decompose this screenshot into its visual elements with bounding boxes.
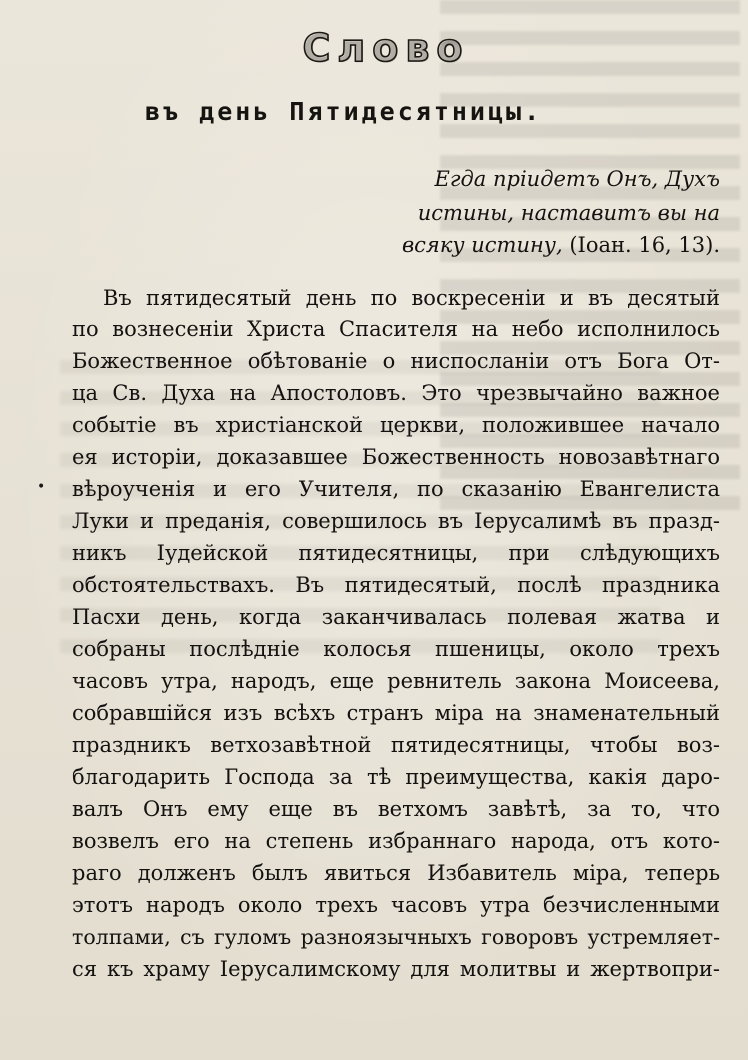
body-line: этотъ народъ около трехъ часовъ утра безчисленными (72, 893, 720, 917)
body-line: Въ пятидесятый день по воскресеніи и въ десятый (103, 286, 720, 310)
body-line: событіе въ христіанской церкви, положившее начало (72, 413, 720, 437)
body-line: обстоятельствахъ. Въ пятидесятый, послѣ праздника (72, 573, 720, 597)
body-line: собравшійся изъ всѣхъ странъ міра на знаменательный (72, 701, 720, 725)
body-line: собраны послѣдніе колосья пшеницы, около трехъ (72, 637, 720, 661)
body-line: раго долженъ былъ явиться Избавитель міра, теперь (72, 861, 720, 885)
page-title: Слово (302, 26, 470, 70)
body-line: возвелъ его на степень избраннаго народа, отъ кото- (72, 829, 720, 853)
body-line: ея исторіи, доказавшее Божественность новозавѣтнаго (72, 445, 720, 469)
body-line: Луки и преданія, совершилось въ Іерусалимѣ въ празд- (72, 509, 720, 533)
body-line: ся къ храму Іерусалимскому для молитвы и жертвопри- (72, 957, 720, 981)
margin-mark: • (37, 479, 46, 495)
body-line: часовъ утра, народъ, еще ревнитель закона Моисеева, (72, 669, 720, 693)
epigraph-line-1: Егда пріидетъ Онъ, Духъ (434, 167, 720, 191)
epigraph-line-3-text: всяку истину, (401, 233, 563, 257)
body-line: валъ Онъ ему еще въ ветхомъ завѣтѣ, за то, что (72, 797, 720, 821)
epigraph-line-2: истины, наставитъ вы на (417, 201, 720, 225)
body-line: по вознесеніи Христа Спасителя на небо исполнилось (72, 317, 720, 341)
body-line: толпами, съ гуломъ разноязычныхъ говоровъ устремляет- (72, 925, 720, 949)
body-line: Пасхи день, когда заканчивалась полевая жатва и (72, 605, 720, 629)
body-line: вѣроученія и его Учителя, по сказанію Евангелиста (72, 477, 720, 501)
page-subtitle: въ день Пятидесятницы. (145, 97, 543, 126)
body-line: ца Св. Духа на Апостоловъ. Это чрезвычайно важное (72, 381, 720, 405)
body-line: никъ Іудейской пятидесятницы, при слѣдующихъ (72, 541, 720, 565)
body-line: праздникъ ветхозавѣтной пятидесятницы, чтобы воз- (72, 733, 720, 757)
epigraph-line-3 (160, 228, 720, 262)
body-line: Божественное обѣтованіе о ниспосланіи отъ Бога От- (72, 349, 720, 373)
body-line: благодарить Господа за тѣ преимущества, какія даро- (72, 765, 720, 789)
epigraph-reference: (Іоан. 16, 13). (562, 233, 720, 257)
